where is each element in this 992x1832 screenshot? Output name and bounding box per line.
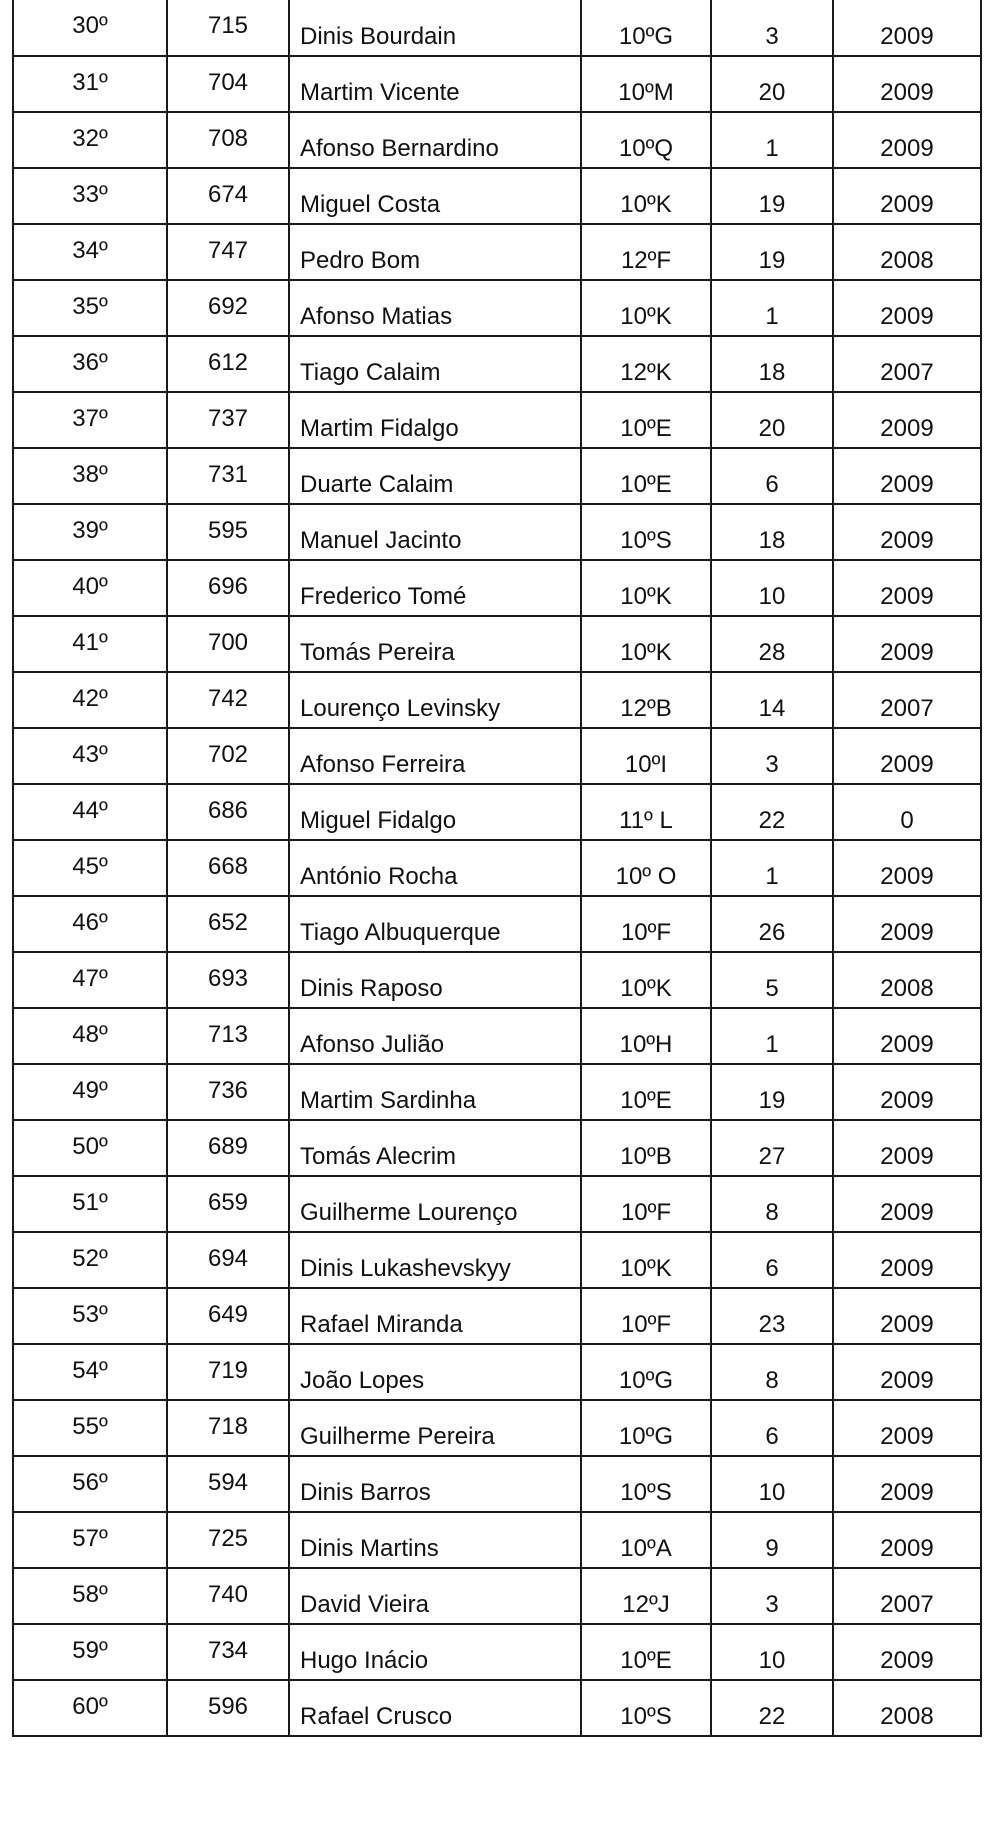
year-cell: 2009 [833,1008,981,1064]
table-row [13,1176,981,1232]
class-number-cell: 18 [711,336,833,392]
class-number-cell: 20 [711,56,833,112]
name-cell: Afonso Bernardino [289,112,581,168]
number-cell: 700 [167,616,289,672]
name-cell: Miguel Costa [289,168,581,224]
name-cell: Manuel Jacinto [289,504,581,560]
rank-cell: 41º [13,616,167,672]
table-row [13,952,981,1008]
table-row [13,1680,981,1736]
class-cell: 10ºE [581,448,711,504]
table-row [13,1456,981,1512]
table-row [13,336,981,392]
rank-cell: 39º [13,504,167,560]
year-cell: 2009 [833,1176,981,1232]
number-cell: 725 [167,1512,289,1568]
year-cell: 2009 [833,1232,981,1288]
rank-cell: 40º [13,560,167,616]
rank-cell: 48º [13,1008,167,1064]
rank-cell: 49º [13,1064,167,1120]
table-row [13,392,981,448]
number-cell: 734 [167,1624,289,1680]
class-number-cell: 5 [711,952,833,1008]
table-row [13,1120,981,1176]
class-number-cell: 1 [711,112,833,168]
class-number-cell: 1 [711,1008,833,1064]
name-cell: Afonso Julião [289,1008,581,1064]
year-cell: 2009 [833,112,981,168]
class-cell: 10ºG [581,1344,711,1400]
name-cell: Dinis Martins [289,1512,581,1568]
year-cell: 2009 [833,0,981,56]
class-cell: 10ºG [581,1400,711,1456]
rank-cell: 34º [13,224,167,280]
name-cell: João Lopes [289,1344,581,1400]
number-cell: 686 [167,784,289,840]
name-cell: Dinis Bourdain [289,0,581,56]
number-cell: 596 [167,1680,289,1736]
name-cell: Tiago Albuquerque [289,896,581,952]
class-cell: 10ºK [581,952,711,1008]
name-cell: Afonso Matias [289,280,581,336]
table-row [13,0,981,56]
rank-cell: 38º [13,448,167,504]
name-cell: Martim Vicente [289,56,581,112]
class-cell: 10ºS [581,1456,711,1512]
class-cell: 10º O [581,840,711,896]
class-cell: 10ºK [581,560,711,616]
rank-cell: 56º [13,1456,167,1512]
class-cell: 10ºK [581,1232,711,1288]
number-cell: 659 [167,1176,289,1232]
class-cell: 10ºS [581,1680,711,1736]
year-cell: 2009 [833,896,981,952]
class-number-cell: 27 [711,1120,833,1176]
year-cell: 2009 [833,56,981,112]
number-cell: 704 [167,56,289,112]
rank-cell: 31º [13,56,167,112]
class-number-cell: 6 [711,1400,833,1456]
class-cell: 12ºJ [581,1568,711,1624]
class-number-cell: 3 [711,0,833,56]
number-cell: 715 [167,0,289,56]
name-cell: Tomás Pereira [289,616,581,672]
year-cell: 2009 [833,616,981,672]
number-cell: 674 [167,168,289,224]
number-cell: 740 [167,1568,289,1624]
class-cell: 10ºF [581,1288,711,1344]
table-row [13,112,981,168]
table-row [13,616,981,672]
number-cell: 594 [167,1456,289,1512]
table-row [13,448,981,504]
table-row [13,168,981,224]
number-cell: 718 [167,1400,289,1456]
class-cell: 10ºK [581,168,711,224]
table-row [13,1624,981,1680]
name-cell: Rafael Crusco [289,1680,581,1736]
name-cell: Lourenço Levinsky [289,672,581,728]
table-row [13,1232,981,1288]
class-cell: 10ºK [581,280,711,336]
table-row [13,280,981,336]
number-cell: 612 [167,336,289,392]
year-cell: 2009 [833,504,981,560]
number-cell: 737 [167,392,289,448]
year-cell: 2009 [833,1456,981,1512]
class-cell: 10ºE [581,1064,711,1120]
class-cell: 11º L [581,784,711,840]
table-row [13,1512,981,1568]
rank-cell: 35º [13,280,167,336]
class-cell: 10ºE [581,392,711,448]
class-cell: 10ºS [581,504,711,560]
rank-cell: 59º [13,1624,167,1680]
year-cell: 2009 [833,1288,981,1344]
rank-cell: 32º [13,112,167,168]
rank-cell: 30º [13,0,167,56]
number-cell: 736 [167,1064,289,1120]
name-cell: Martim Sardinha [289,1064,581,1120]
year-cell: 2009 [833,448,981,504]
rank-cell: 47º [13,952,167,1008]
class-number-cell: 9 [711,1512,833,1568]
name-cell: Hugo Inácio [289,1624,581,1680]
year-cell: 2007 [833,336,981,392]
rank-cell: 55º [13,1400,167,1456]
table-row [13,1288,981,1344]
name-cell: Duarte Calaim [289,448,581,504]
number-cell: 692 [167,280,289,336]
name-cell: Tomás Alecrim [289,1120,581,1176]
year-cell: 2009 [833,1120,981,1176]
year-cell: 2009 [833,1400,981,1456]
class-cell: 10ºF [581,1176,711,1232]
year-cell: 2007 [833,1568,981,1624]
class-cell: 10ºE [581,1624,711,1680]
name-cell: Dinis Barros [289,1456,581,1512]
class-number-cell: 3 [711,1568,833,1624]
table-row [13,672,981,728]
class-number-cell: 18 [711,504,833,560]
class-number-cell: 22 [711,1680,833,1736]
rank-cell: 33º [13,168,167,224]
table-row [13,224,981,280]
number-cell: 696 [167,560,289,616]
name-cell: David Vieira [289,1568,581,1624]
class-cell: 12ºK [581,336,711,392]
class-number-cell: 1 [711,280,833,336]
class-number-cell: 19 [711,224,833,280]
year-cell: 2009 [833,560,981,616]
class-number-cell: 8 [711,1176,833,1232]
class-cell: 10ºA [581,1512,711,1568]
table-row [13,1344,981,1400]
number-cell: 693 [167,952,289,1008]
name-cell: Pedro Bom [289,224,581,280]
class-number-cell: 10 [711,1624,833,1680]
rank-cell: 45º [13,840,167,896]
rank-cell: 46º [13,896,167,952]
year-cell: 0 [833,784,981,840]
class-cell: 10ºB [581,1120,711,1176]
year-cell: 2009 [833,1344,981,1400]
table-row [13,560,981,616]
year-cell: 2007 [833,672,981,728]
table-row [13,784,981,840]
class-number-cell: 10 [711,560,833,616]
rank-cell: 44º [13,784,167,840]
class-cell: 10ºF [581,896,711,952]
class-number-cell: 28 [711,616,833,672]
name-cell: Frederico Tomé [289,560,581,616]
number-cell: 689 [167,1120,289,1176]
results-table-container [12,0,980,1737]
name-cell: António Rocha [289,840,581,896]
class-cell: 10ºM [581,56,711,112]
number-cell: 652 [167,896,289,952]
rank-cell: 60º [13,1680,167,1736]
results-table [12,0,982,1737]
class-number-cell: 22 [711,784,833,840]
rank-cell: 52º [13,1232,167,1288]
number-cell: 708 [167,112,289,168]
rank-cell: 43º [13,728,167,784]
table-row [13,1008,981,1064]
year-cell: 2008 [833,952,981,1008]
table-row [13,1400,981,1456]
number-cell: 694 [167,1232,289,1288]
number-cell: 731 [167,448,289,504]
class-cell: 10ºG [581,0,711,56]
class-number-cell: 6 [711,1232,833,1288]
rank-cell: 51º [13,1176,167,1232]
number-cell: 747 [167,224,289,280]
name-cell: Martim Fidalgo [289,392,581,448]
rank-cell: 37º [13,392,167,448]
name-cell: Rafael Miranda [289,1288,581,1344]
table-row [13,840,981,896]
year-cell: 2009 [833,840,981,896]
class-number-cell: 6 [711,448,833,504]
year-cell: 2008 [833,1680,981,1736]
year-cell: 2009 [833,280,981,336]
year-cell: 2009 [833,1512,981,1568]
class-number-cell: 8 [711,1344,833,1400]
name-cell: Dinis Raposo [289,952,581,1008]
year-cell: 2008 [833,224,981,280]
class-cell: 10ºQ [581,112,711,168]
name-cell: Guilherme Lourenço [289,1176,581,1232]
rank-cell: 54º [13,1344,167,1400]
class-cell: 10ºI [581,728,711,784]
name-cell: Miguel Fidalgo [289,784,581,840]
class-cell: 10ºH [581,1008,711,1064]
class-number-cell: 1 [711,840,833,896]
number-cell: 702 [167,728,289,784]
number-cell: 713 [167,1008,289,1064]
year-cell: 2009 [833,168,981,224]
class-number-cell: 20 [711,392,833,448]
table-row [13,1568,981,1624]
number-cell: 719 [167,1344,289,1400]
number-cell: 649 [167,1288,289,1344]
number-cell: 668 [167,840,289,896]
number-cell: 595 [167,504,289,560]
rank-cell: 36º [13,336,167,392]
table-row [13,1064,981,1120]
class-number-cell: 26 [711,896,833,952]
class-number-cell: 14 [711,672,833,728]
class-number-cell: 19 [711,168,833,224]
class-number-cell: 19 [711,1064,833,1120]
class-number-cell: 3 [711,728,833,784]
year-cell: 2009 [833,1624,981,1680]
class-cell: 12ºB [581,672,711,728]
year-cell: 2009 [833,1064,981,1120]
rank-cell: 50º [13,1120,167,1176]
rank-cell: 53º [13,1288,167,1344]
number-cell: 742 [167,672,289,728]
table-row [13,728,981,784]
class-number-cell: 10 [711,1456,833,1512]
rank-cell: 42º [13,672,167,728]
results-table-body [13,0,981,1736]
rank-cell: 57º [13,1512,167,1568]
year-cell: 2009 [833,728,981,784]
name-cell: Tiago Calaim [289,336,581,392]
name-cell: Afonso Ferreira [289,728,581,784]
name-cell: Dinis Lukashevskyy [289,1232,581,1288]
class-cell: 12ºF [581,224,711,280]
year-cell: 2009 [833,392,981,448]
class-number-cell: 23 [711,1288,833,1344]
table-row [13,504,981,560]
table-row [13,896,981,952]
rank-cell: 58º [13,1568,167,1624]
name-cell: Guilherme Pereira [289,1400,581,1456]
table-row [13,56,981,112]
class-cell: 10ºK [581,616,711,672]
